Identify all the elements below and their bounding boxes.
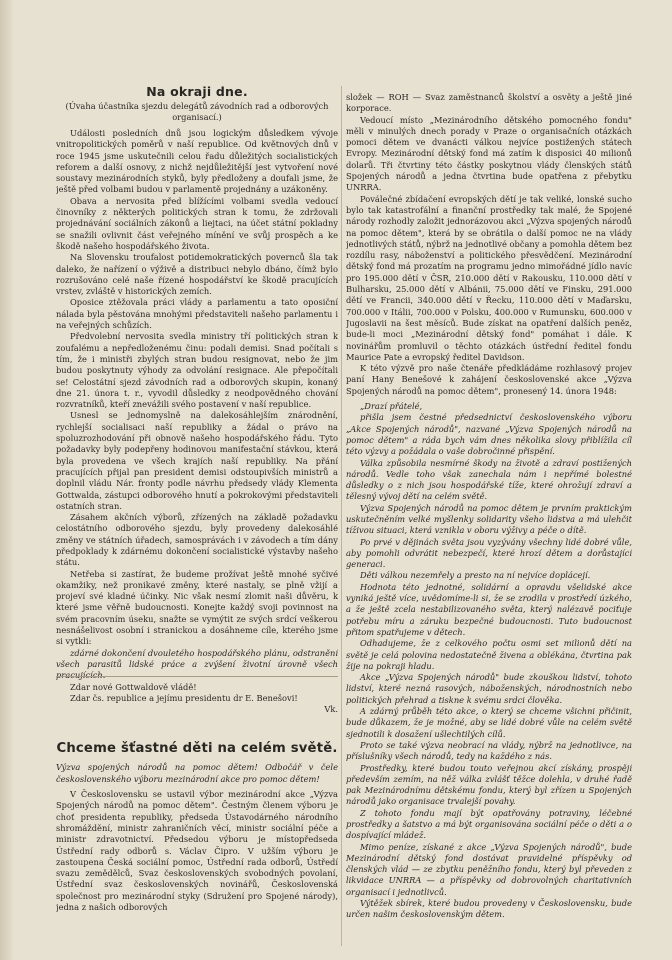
- speech-paragraph: Akce „Výzva Spojených národů" bude zkouškou lidství, tohoto lidství, které nezná rasových, náboženských, národnostních nebo politických přehrad a tiskne k svému srdci člověka.: [346, 672, 632, 705]
- article-title-na-okraji-dne: Na okraji dne.: [146, 84, 248, 99]
- goals-paragraph: zdárné dokončení dvouletého hospodářského plánu, odstranění všech parasitů lidské práce a zvýšení životní úrovně všech: [56, 647, 338, 669]
- paragraph: Události posledních dnů jsou logickým důsledkem vývoje vnitropolitických poměrů v naší republice. Od květnových dnů v roce 1945 jsme uskutečnili celou řadu důležitých socialistických reforem a další osnovy, z nichž nejdůležitější jest vytvoření nové soustavy mezinárodních styků, byly předloženy a doufali jsme, že ještě před volbami budou v parlamentě projednány a uzákoněny.: [56, 128, 338, 195]
- paragraph: Usnesl se jednomyslně na dalekosáhlejším znárodnění, rychlejší socialisaci naší republiky a žádal o právo na spoluzrozhodování při obnově našeho hospodářského řádu. Tyto požadavky byly podepřeny hodinovou manifestační stávkou, která byla provedena ve všech krajích naší republiky. Na přání pracujících přijal pan president demisi odstoupivších ministrů a doplnil vládu Nár. fronty podle návrhu předsedy vlády Klementa Gottwalda, zástupci odborového hnutí a pokrokovými představiteli ostatních stran.: [56, 410, 338, 511]
- speech-paragraph: Proto se také výzva neobrací na vlády, nýbrž na jednotlivce, na příslušníky všech národů, tedy na každého z nás.: [346, 739, 632, 762]
- speech-paragraph: „Drazí přátelé,: [360, 401, 423, 412]
- speech-paragraph: Po prvé v dějinách světa jsou vyzývány všechny lidé dobré vůle, aby pomohli odvrátit nebezpečí, které hrozí dětem a dorůstající generaci.: [346, 536, 632, 570]
- article-chceme-stastne-deti: [56, 741, 338, 913]
- paragraph: složek — ROH — Svaz zaměstnanců školství a osvěty a ještě jiné korporace.: [346, 92, 632, 114]
- speech-paragraph: Mimo peníze, získané z akce „Výzva Spojených národů", bude Mezinárodní dětský fond dostávat pravidelné příspěvky od členských vlád — ze zbytku peněžního fondu, který byl převeden z likvidace UNRRA — a příspěvky od dobrovolných charitativních organisací i jednotlivců.: [346, 841, 632, 897]
- paragraph: K této výzvě pro naše čtenáře předkládáme rozhlasový projev paní Hany Benešové k zahájení československé akce „Výzva Spojených národů na pomoc dětem", pronesený 14. února 1948:: [346, 363, 632, 396]
- paragraph: Poválečné zbídačení evropských dětí je tak veliké, lonské sucho bylo tak katastrofální a finanční prostředky tak malé, že Spojené národy rozhodly založit jednorázovou akci „Výzva spojených národů na pomoc dětem", která by se obrátila o další pomoc ne na vlády jednotlivých států, nýbrž na jednotlivé občany a pomohla dětem bez rozdílu rasy, náboženství a politického přesvědčení. Mezinárodní dětský fond má prozatím na programu jedno mimořádné jídlo navíc pro 195.000 dětí v ČSR, 210.000 dětí v Rakousku, 110.000 dětí v Bulharsku, 25.000 dětí v Albánii, 75.000 dětí ve Finsku, 291.000 dětí ve Francii, 340.000 dětí v Řecku, 110.000 dětí v Maďarsku, 700.000 v Itálii, 700.000 v Polsku, 400.000 v Rumunsku, 600.000 v Jugoslavii na šest měsíců. Bude získat na opatření dalších peněz, bude-li moci „Mezinárodní dětský fond" pomáhat i dále. K novinářům promluvil o těchto otázkách ústřední ředitel fondu Maurice Pate a evropský ředitel Davidson.: [346, 193, 632, 362]
- paragraph: Vedoucí místo „Mezinárodního dětského pomocného fondu" měli v minulých dnech porady v Praze o organisačních otázkách pomoci dětem ve dvanácti válkou nejvíce postižených státech Evropy. Mezinárodní dětský fond má zatím k disposici 40 milionů dolarů. Tři čtvrtiny této částky poskytnou vlády členských států Spojených národů a jedna čtvrtina bude opatřena z přebytku UNRRA.: [346, 114, 632, 193]
- paragraph: V Československu se ustavil výbor mezinárodní akce „Výzva Spojených národů na pomoc dětem". Čestným členem výboru je choť presidenta republiky, předseda Ústavodárného národního shromáždění, ministr zahraničních věcí, ministr sociální péče a ministr zdravotnictví. Předsedou výboru je místopředseda Ústřední rady odborů s. Václav Čipro. V užším výboru je zastoupena Česká sociální pomoc, Ústřední rada odborů, Ústředí svazu zemědělců, Svaz československých svobodných povolaní, Ústřední svaz československých novinářů, Československá společnost pro mezinárodní styky (Sdružení pro Spojené národy), jedna z našich odborových: [56, 789, 338, 912]
- speech-paragraph: Prostředky, které budou touto veřejnou akcí získány, prospějí především zemím, na něž válka zvlášť těžce dolehla, v druhé řadě pak Mezinárodnímu dětskému fondu, který byl zřízen u Spojených národů jako organisace trvalejší povahy.: [346, 762, 632, 807]
- speech-paragraph: Hodnota této jednotné, solidární a opravdu všelidské akce vyniká ještě více, uvědomíme-li si, že se zrodila v prostředí úzkého, a že ještě zcela nestabilizovaného světa, který nalézavě pociťuje potřebu míru a záruku bezpečné budoucnosti. Tuto budoucnost přitom spatřujeme v dětech.: [346, 581, 632, 637]
- speech-paragraph: Z tohoto fondu mají být opatřovány potraviny, léčebné prostředky a šatstvo a má být organisována sociální péče o děti a o dospívající mládež.: [346, 807, 632, 841]
- article-subtitle: (Úvaha účastníka sjezdu delegátů závodních rad a odborových organisací.): [65, 101, 329, 122]
- column-divider: [341, 86, 342, 946]
- salute-line: Zdar čs. republice a jejímu presidentu dr E. Benešovi!: [70, 692, 298, 703]
- speech-paragraph: Děti válkou nezemřely a presto na ní nejvíce doplácejí.: [360, 570, 591, 581]
- speech-paragraph: Odhadujeme, že z celkového počtu osmi set milionů dětí na světě je celá polovina nedostatečně živena a oblékána, čtvrtina pak žije na pokraji hladu.: [346, 638, 632, 671]
- paragraph: Obava a nervosita před blížícími volbami svedla vedoucí činovníky z některých politických stran k tomu, že zdržovali projednávání sociálních zákonů a liejtaci, na účet státní pokladny se snažili ovlivnit část veřejného mínění ve svůj prospěch a ke škodě našeho hospodářského života.: [56, 195, 338, 251]
- speech-paragraph: Výzva Spojených národů na pomoc dětem je prvním praktickým uskutečněním velké myšlenky solidarity všeho lidstva a má ulehčit tíživou situaci, která vznikla v oboru výživy a péče o dítě.: [346, 502, 632, 536]
- paragraph: Na Slovensku troufalost potidemokratických povernců šla tak daleko, že nařízení o výživě a distribuci nebylo dbáno, čímž bylo rozrušováno celé naše řízené hospodářství ke škodě pracujících vrstev, zvláště v historických zemích.: [56, 252, 338, 297]
- speech-paragraph: přišla jsem čestné předsednictví československého výboru „Akce Spojených národů", nazvané „Výzva Spojených národů na pomoc dětem" a ráda bych vám dnes několika slovy přiblížila cíl této výzvy a požádala o vaše dobročinné přispění.: [346, 412, 632, 457]
- paragraph: Netřeba si zastírat, že budeme prožívat ještě mnohé syčivé okamžiky, než pronikavé změny, které nastaly, se plně vžijí a projeví své kladné účinky. Nic však nesmí zlomit naši důvěru, k které jsme věřně budoucnosti. Konejte každý svoji povinnost na svém pracovním úseku, snažte se vymýtit ze svých srdcí veškerou nesnášelivost osobní i stranickou a dosáhneme cíle, kterého jsme si vytkli:: [56, 568, 338, 647]
- paragraph: Oposice ztěžovala práci vlády a parlamentu a tato oposiční nálada byla pěstována mnohými představiteli našeho parlamentu i na veřejných schůzích.: [56, 297, 338, 331]
- speech-paragraph: Válka způsobila nesmírné škody na životě a zdraví postižených národů. Vedle toho však zanechala nám i nepřímé bolestné důsledky o z nich jsou hospodářské tíže, které ohrožují zdraví a tělesný vývoj dětí na celém světě.: [346, 457, 632, 502]
- salute-line: Zdar nové Gottwaldově vládě!: [70, 681, 197, 692]
- section-rule: [56, 676, 338, 677]
- speech-paragraph: A zdárný průběh této akce, o který se chceme všichni přičinit, bude důkazem, že je možné, aby se lidé dobré vůle na celém světě sjednotili k dosažení ušlechtilých cílů.: [346, 706, 632, 739]
- author-signature: Vk.: [324, 704, 338, 715]
- right-column: [346, 0, 632, 960]
- article-lead: Výzva spojených národů na pomoc dětem! Odbočář v čele československého výboru mezinárodní akce pro pomoc dětem!: [56, 762, 338, 784]
- paragraph: Zásahem akčních výborů, zřízených na základě požadavku celostátního odborového sjezdu, byly provedeny dalekosáhlé změny ve státních úřadech, samosprávách i v závodech a tím dány předpoklady k zdárnému dokončení socialistické výstavby našeho státu.: [56, 512, 338, 568]
- left-column: [56, 0, 338, 960]
- article-title-chceme-stastne-deti: Chceme šťastné děti na celém světě.: [56, 741, 338, 757]
- page-fold-shadow: [0, 0, 14, 960]
- paragraph: Předvolební nervosita svedla ministry tří politických stran k zoufalému a nepředloženému činu: podali demisi. Snad počítali s tím, že i ministři zbylých stran budou resignovat, nebo že jim budou poskytnuty výhody za odvolání resignace. Ale přepočítali se! Celostátní sjezd závodních rad a odborových skupin, konaný dne 21. února t. r., vyvodil důsledky z neodpovědného chování rozvratníků, kteří znevážili svého postavení v naší republice.: [56, 331, 338, 410]
- speech-paragraph: Výtěžek sbírek, které budou provedeny v Československu, bude určen našim československým dětem.: [346, 898, 632, 920]
